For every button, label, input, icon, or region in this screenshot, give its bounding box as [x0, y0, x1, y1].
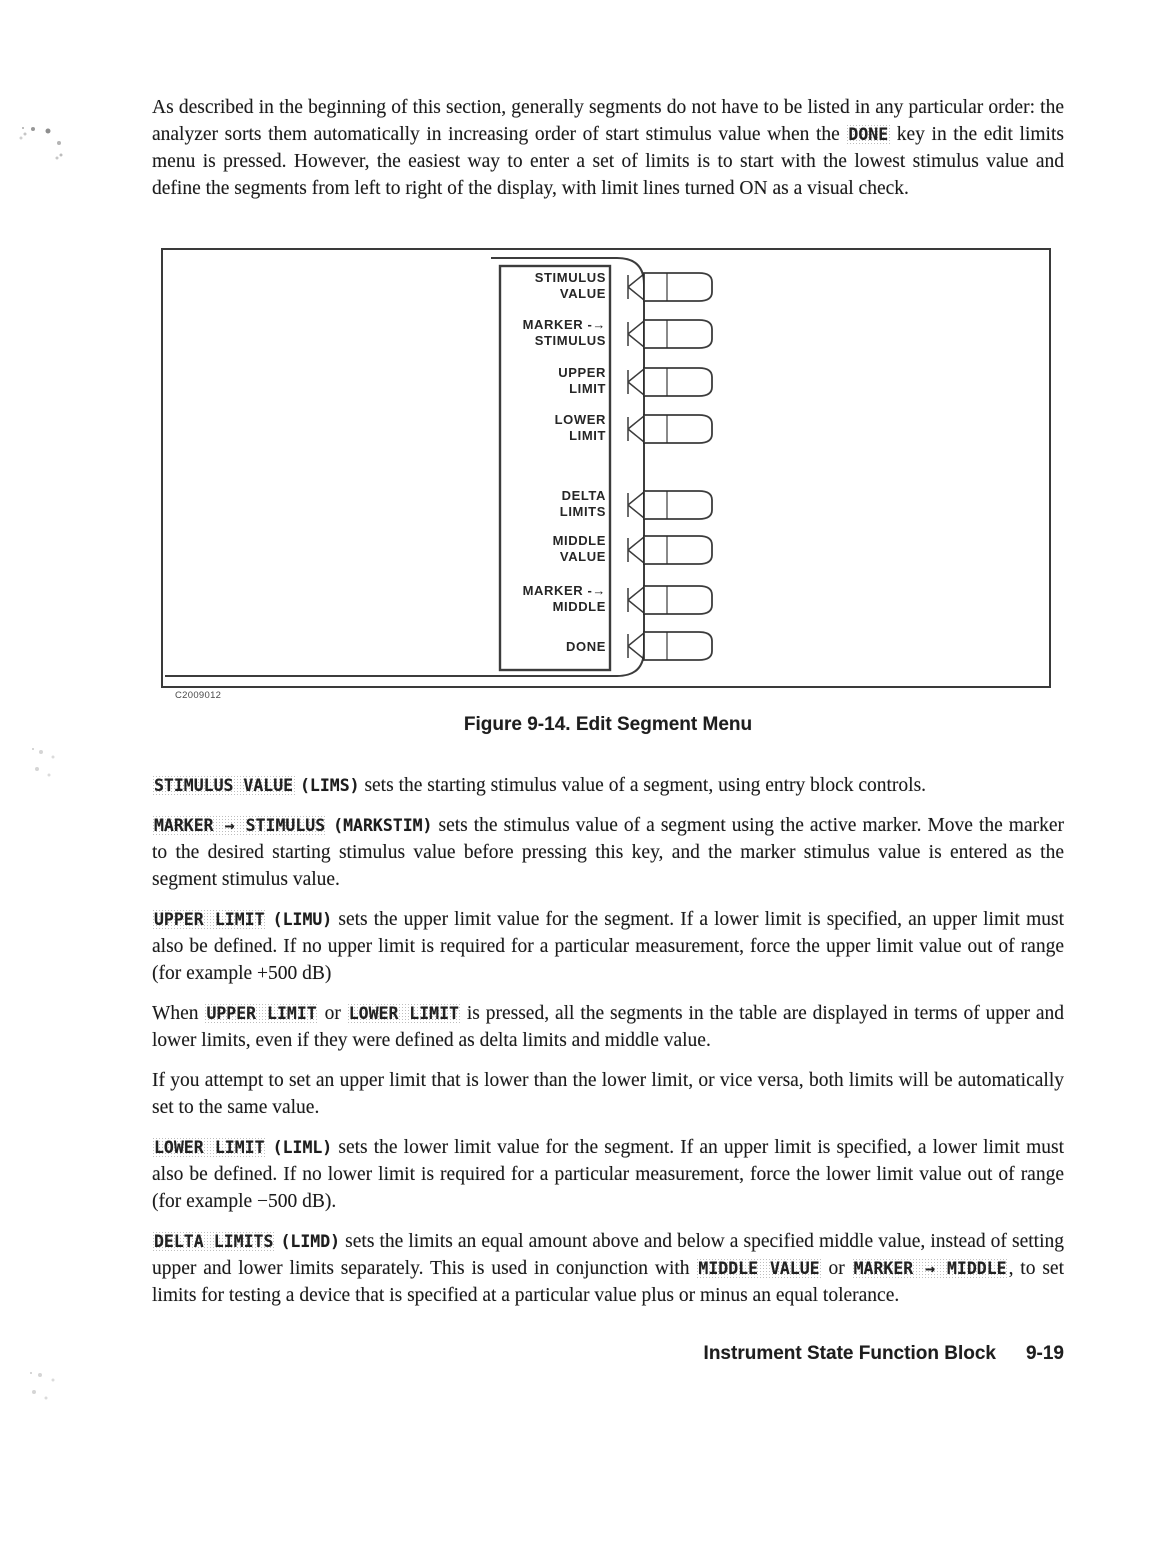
softkey-cap-icon [644, 491, 712, 519]
menu-item-label: MIDDLE [552, 599, 606, 614]
key-pointer-icon [628, 274, 644, 300]
figure-part-code: C2009012 [175, 690, 222, 701]
key-pointer-icon [628, 537, 644, 563]
softkey-cap-icon [644, 273, 712, 301]
figure-caption: Figure 9-14. Edit Segment Menu [463, 714, 753, 735]
softkey-name: LOWER LIMIT [348, 1004, 459, 1023]
key-pointer-icon [628, 633, 644, 659]
page-number: 9-19 [1025, 1343, 1064, 1364]
softkey-cap-icon [644, 536, 712, 564]
footer-section-title: Instrument State Function Block [703, 1343, 996, 1364]
softkey-row [628, 320, 712, 348]
scan-artifact [32, 748, 34, 750]
command-mnemonic: (LIML) [272, 1138, 333, 1157]
menu-item-label: LIMIT [569, 381, 606, 396]
paragraph-marker-stimulus: MARKER → STIMULUS (MARKSTIM) sets the stimulus value of a segment using the active marker. Move the marker to the desired starting stimulus value before pressing this key, and the marker stimulus value is entered as the segment stimulus value. [152, 815, 1064, 890]
command-mnemonic: (LIMS) [299, 776, 360, 795]
key-pointer-icon [628, 492, 644, 518]
key-pointer-icon [628, 369, 644, 395]
menu-item-label: MARKER -→ [522, 317, 606, 332]
menu-item-label: LIMIT [569, 428, 606, 443]
paragraph-delta-limits: DELTA LIMITS (LIMD) sets the limits an equal amount above and below a specified middle value, instead of setting upper and lower limits separately. This is used in conjunction with MIDDLE VALUE or MARKER → MIDDLE , to set limits for testing a device that is specified at a particular value plus or minus an equal tolerance. [152, 1231, 1064, 1306]
softkey-cap-icon [644, 368, 712, 396]
key-pointer-icon [628, 587, 644, 613]
softkey-name: MARKER → MIDDLE [853, 1259, 1007, 1278]
menu-item-label: DONE [566, 639, 606, 654]
scan-artifact [22, 127, 24, 129]
scan-artifact [30, 1372, 32, 1374]
menu-item-label: LOWER [554, 412, 606, 427]
edit-segment-menu-diagram [163, 250, 1049, 686]
menu-item-label: STIMULUS [534, 333, 606, 348]
intro-paragraph: As described in the beginning of this section, generally segments do not have to be listed in any particular order: the analyzer sorts them automatically in increasing order of start stimulus value when the DONE key in the edit limits menu is pressed. However, the easiest way to enter a set of limits is to start with the lowest stimulus value and define the segments from left to right of the display, with limit lines turned ON as a visual check. [152, 97, 1064, 199]
softkey-name: DELTA LIMITS [154, 1232, 274, 1251]
paragraph-lower-limit: LOWER LIMIT (LIML) sets the lower limit value for the segment. If an upper limit is specified, a lower limit must also be defined. If no lower limit is required for a particular measurement, force the lower limit value out of range (for example −500 dB). [152, 1137, 1064, 1212]
softkey-row [628, 415, 712, 443]
softkey-row [628, 368, 712, 396]
softkey-name: MARKER → STIMULUS [154, 816, 326, 835]
menu-item-label: MIDDLE [552, 533, 606, 548]
figure-9-14 [152, 248, 1064, 736]
softkey-name: UPPER LIMIT [206, 1004, 317, 1023]
paragraph-limits-displayed: When UPPER LIMIT or LOWER LIMIT is pressed, all the segments in the table are displayed in terms of upper and lower limits, even if they were defined as delta limits and middle value. [152, 1003, 1064, 1051]
softkey-name: UPPER LIMIT [154, 910, 265, 929]
command-mnemonic: (LIMU) [272, 910, 333, 929]
paragraph-upper-limit: UPPER LIMIT (LIMU) sets the upper limit value for the segment. If a lower limit is specified, an upper limit must also be defined. If no upper limit is required for a particular measurement, force the upper limit value out of range (for example +500 dB) [152, 909, 1064, 984]
paragraph-stimulus-value: STIMULUS VALUE (LIMS) sets the starting stimulus value of a segment, using entry block controls. [154, 775, 927, 796]
menu-item-label: STIMULUS [534, 270, 606, 285]
menu-item-label: VALUE [559, 286, 606, 301]
menu-item-label: MARKER -→ [522, 583, 606, 598]
menu-item-label: VALUE [559, 549, 606, 564]
softkey-name: MIDDLE VALUE [698, 1259, 820, 1278]
figure-frame [161, 248, 1051, 701]
menu-item-label: LIMITS [559, 504, 606, 519]
softkey-row [628, 491, 712, 519]
softkey-row [628, 536, 712, 564]
softkey-row [628, 632, 712, 660]
paragraph-limit-conflict: If you attempt to set an upper limit that is lower than the lower limit, or vice versa, both limits will be automatically set to the same value. [152, 1070, 1064, 1118]
command-mnemonic: (MARKSTIM) [333, 816, 433, 835]
softkey-row [628, 273, 712, 301]
softkey-name: DONE [848, 125, 889, 144]
page-footer [152, 1343, 1064, 1365]
softkey-cap-icon [644, 415, 712, 443]
menu-item-label: UPPER [558, 365, 606, 380]
key-pointer-icon [628, 416, 644, 442]
key-pointer-icon [628, 321, 644, 347]
softkey-name: STIMULUS VALUE [154, 776, 294, 795]
menu-item-label: DELTA [561, 488, 606, 503]
softkey-cap-icon [644, 586, 712, 614]
softkey-row [628, 586, 712, 614]
softkey-cap-icon [644, 632, 712, 660]
softkey-name: LOWER LIMIT [154, 1138, 265, 1157]
command-mnemonic: (LIMD) [280, 1232, 341, 1251]
softkey-cap-icon [644, 320, 712, 348]
